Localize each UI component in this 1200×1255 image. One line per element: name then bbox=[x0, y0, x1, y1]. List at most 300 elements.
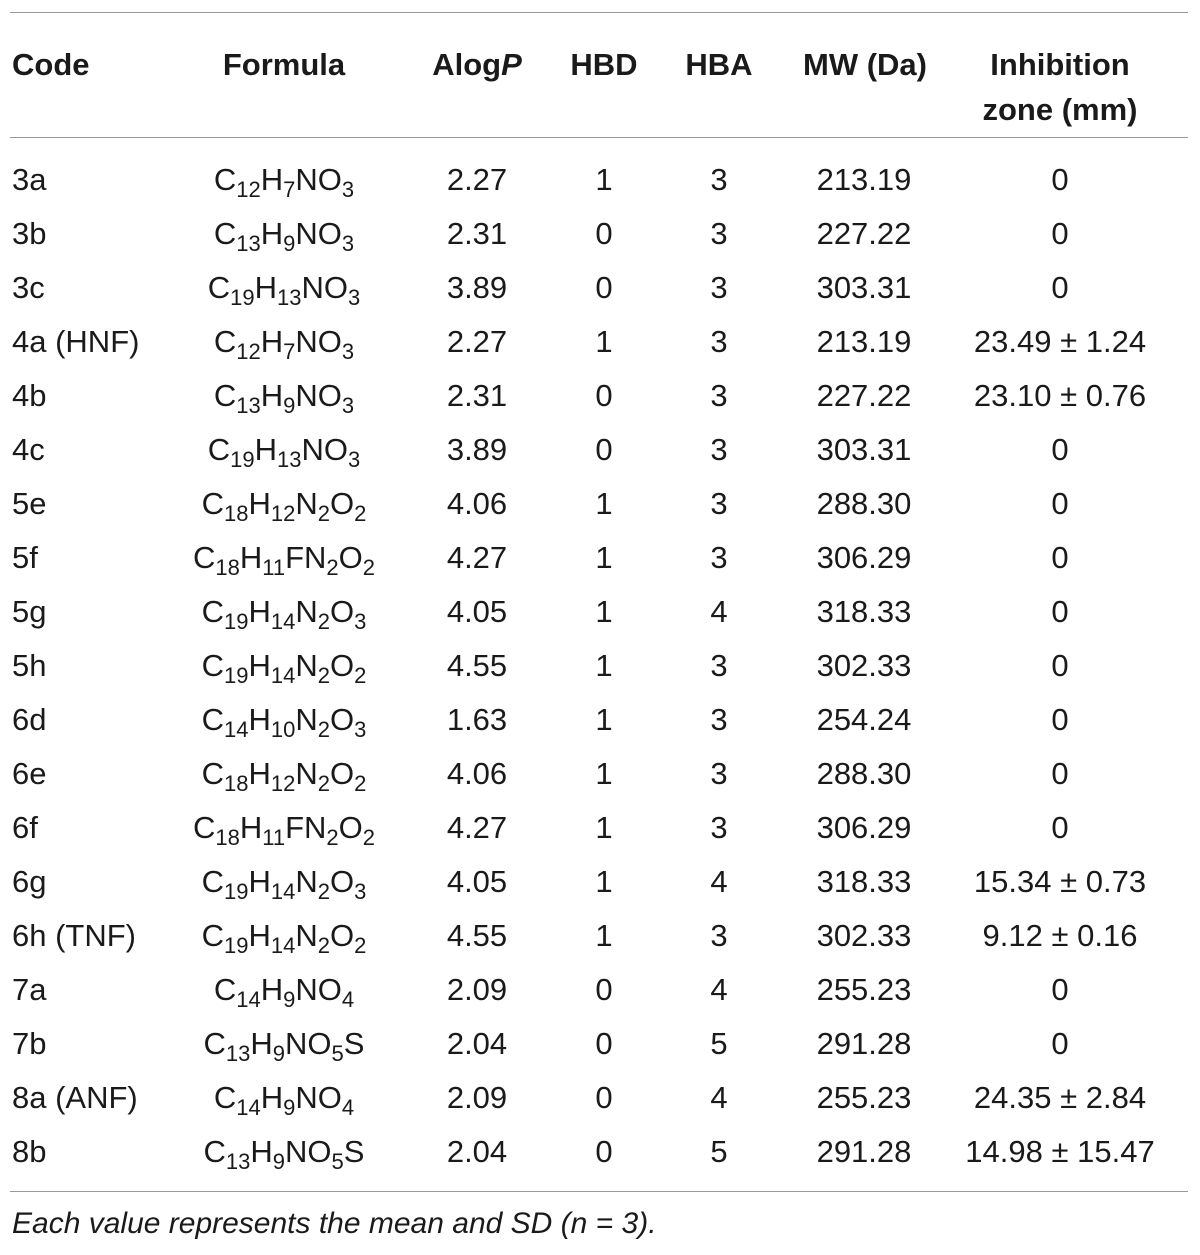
table-row bbox=[0, 1071, 1200, 1125]
formula-subscript: 13 bbox=[277, 285, 302, 310]
table-row bbox=[0, 477, 1200, 531]
formula-element: C bbox=[201, 486, 224, 521]
cell-hba: 5 bbox=[710, 1026, 728, 1061]
formula-subscript: 2 bbox=[354, 663, 367, 688]
cell-alogp: 3.89 bbox=[446, 270, 508, 305]
formula-subscript: 18 bbox=[224, 771, 249, 796]
formula-element: H bbox=[260, 1080, 284, 1115]
formula-subscript: 3 bbox=[341, 177, 355, 202]
formula-element: N bbox=[295, 648, 318, 683]
cell-code: 8b bbox=[12, 1134, 47, 1169]
molecular-formula bbox=[213, 972, 355, 1012]
cell-alogp: 3.89 bbox=[446, 432, 508, 467]
table-row bbox=[0, 1017, 1200, 1071]
formula-element: H bbox=[248, 594, 271, 629]
molecular-formula bbox=[201, 918, 367, 958]
cell-code: 3c bbox=[12, 270, 45, 305]
formula-subscript: 19 bbox=[230, 447, 255, 472]
formula-subscript: 10 bbox=[270, 717, 296, 742]
molecular-formula bbox=[213, 162, 355, 202]
molecular-formula bbox=[213, 324, 355, 364]
cell-code: 5h bbox=[12, 648, 47, 683]
formula-subscript: 3 bbox=[348, 285, 361, 310]
formula-element: NO bbox=[285, 1134, 332, 1169]
formula-subscript: 13 bbox=[225, 1041, 251, 1066]
formula-element: O bbox=[330, 756, 355, 791]
cell-inhibition: 0 bbox=[1051, 540, 1069, 575]
formula-subscript: 2 bbox=[354, 501, 367, 526]
formula-element: S bbox=[343, 1026, 365, 1061]
formula-element: H bbox=[248, 486, 271, 521]
cell-inhibition: 0 bbox=[1051, 270, 1069, 305]
formula-element: C bbox=[213, 972, 237, 1007]
cell-mw: 288.30 bbox=[816, 486, 912, 521]
formula-subscript: 19 bbox=[224, 609, 249, 634]
cell-formula bbox=[170, 477, 398, 531]
cell-mw: 227.22 bbox=[816, 216, 912, 251]
table-row bbox=[0, 261, 1200, 315]
formula-subscript: 9 bbox=[283, 231, 296, 256]
molecular-formula bbox=[213, 378, 355, 418]
formula-element: H bbox=[248, 756, 271, 791]
formula-subscript: 13 bbox=[236, 231, 261, 256]
formula-subscript: 2 bbox=[317, 609, 330, 634]
formula-element: O bbox=[338, 810, 363, 845]
formula-element: C bbox=[201, 594, 224, 629]
formula-element: C bbox=[203, 1026, 226, 1061]
formula-element: O bbox=[330, 864, 355, 899]
cell-mw: 291.28 bbox=[816, 1134, 912, 1169]
table-row bbox=[0, 531, 1200, 585]
cell-mw: 302.33 bbox=[816, 648, 912, 683]
cell-formula bbox=[170, 315, 398, 369]
formula-element: C bbox=[213, 162, 237, 197]
cell-mw: 227.22 bbox=[816, 378, 912, 413]
cell-hba: 3 bbox=[710, 216, 728, 251]
cell-code: 5f bbox=[12, 540, 38, 575]
header-alogp-prefix: Alog bbox=[432, 47, 502, 82]
cell-hbd: 1 bbox=[595, 162, 613, 197]
formula-element: C bbox=[213, 216, 237, 251]
cell-alogp: 2.31 bbox=[446, 216, 508, 251]
formula-subscript: 12 bbox=[236, 339, 261, 364]
cell-code: 3b bbox=[12, 216, 47, 251]
cell-hbd: 1 bbox=[595, 648, 613, 683]
cell-hbd: 0 bbox=[595, 1026, 613, 1061]
cell-formula bbox=[170, 1125, 398, 1179]
cell-hba: 3 bbox=[710, 162, 728, 197]
cell-mw: 254.24 bbox=[816, 702, 912, 737]
formula-subscript: 9 bbox=[283, 1095, 296, 1120]
cell-hbd: 1 bbox=[595, 756, 613, 791]
cell-alogp: 2.31 bbox=[446, 378, 508, 413]
cell-inhibition: 0 bbox=[1051, 1026, 1069, 1061]
table-header-row bbox=[0, 12, 1200, 137]
header-inhibition-zone bbox=[950, 42, 1170, 132]
table-row bbox=[0, 747, 1200, 801]
cell-mw: 255.23 bbox=[816, 972, 912, 1007]
cell-hbd: 0 bbox=[595, 1134, 613, 1169]
cell-hbd: 0 bbox=[595, 216, 613, 251]
table-footnote: Each value represents the mean and SD (n = 3). bbox=[12, 1207, 657, 1240]
cell-alogp: 2.09 bbox=[446, 972, 508, 1007]
formula-element: O bbox=[330, 486, 355, 521]
table-row bbox=[0, 693, 1200, 747]
formula-element: C bbox=[213, 1080, 237, 1115]
table-row bbox=[0, 423, 1200, 477]
molecular-formula bbox=[201, 594, 367, 634]
table-row bbox=[0, 963, 1200, 1017]
cell-inhibition: 0 bbox=[1051, 594, 1069, 629]
formula-element: H bbox=[248, 702, 271, 737]
cell-formula bbox=[170, 585, 398, 639]
cell-hba: 3 bbox=[710, 324, 728, 359]
cell-formula bbox=[170, 261, 398, 315]
cell-alogp: 4.55 bbox=[446, 648, 508, 683]
formula-element: NO bbox=[295, 378, 342, 413]
molecular-formula bbox=[201, 756, 367, 796]
formula-subscript: 7 bbox=[283, 339, 296, 364]
cell-inhibition: 0 bbox=[1051, 486, 1069, 521]
cell-mw: 255.23 bbox=[816, 1080, 912, 1115]
molecular-formula bbox=[207, 432, 361, 472]
formula-element: H bbox=[248, 918, 271, 953]
formula-subscript: 9 bbox=[283, 987, 296, 1012]
formula-element: H bbox=[260, 162, 284, 197]
formula-element: H bbox=[260, 324, 284, 359]
formula-subscript: 2 bbox=[317, 933, 330, 958]
formula-subscript: 3 bbox=[341, 339, 355, 364]
formula-subscript: 3 bbox=[354, 609, 367, 634]
cell-hbd: 1 bbox=[595, 810, 613, 845]
cell-alogp: 4.27 bbox=[446, 810, 508, 845]
table-row bbox=[0, 801, 1200, 855]
table-row bbox=[0, 909, 1200, 963]
formula-element: C bbox=[213, 324, 237, 359]
cell-formula bbox=[170, 153, 398, 207]
cell-hbd: 0 bbox=[595, 270, 613, 305]
cell-formula bbox=[170, 207, 398, 261]
formula-element: H bbox=[248, 648, 271, 683]
cell-hba: 3 bbox=[710, 648, 728, 683]
cell-hbd: 0 bbox=[595, 1080, 613, 1115]
formula-element: O bbox=[330, 648, 355, 683]
formula-subscript: 4 bbox=[341, 1095, 355, 1120]
cell-hba: 3 bbox=[710, 540, 728, 575]
formula-element: H bbox=[250, 1134, 273, 1169]
formula-subscript: 3 bbox=[354, 717, 367, 742]
formula-element: O bbox=[330, 702, 355, 737]
formula-element: O bbox=[330, 918, 355, 953]
formula-subscript: 11 bbox=[262, 555, 286, 580]
formula-subscript: 2 bbox=[326, 825, 339, 850]
cell-mw: 213.19 bbox=[816, 162, 912, 197]
formula-element: H bbox=[260, 216, 284, 251]
cell-alogp: 4.55 bbox=[446, 918, 508, 953]
formula-element: NO bbox=[295, 162, 342, 197]
cell-hbd: 1 bbox=[595, 540, 613, 575]
cell-code: 5g bbox=[12, 594, 47, 629]
formula-element: FN bbox=[285, 540, 327, 575]
formula-element: NO bbox=[295, 1080, 342, 1115]
table-row bbox=[0, 1125, 1200, 1179]
cell-hba: 3 bbox=[710, 756, 728, 791]
cell-formula bbox=[170, 1071, 398, 1125]
cell-hbd: 0 bbox=[595, 972, 613, 1007]
cell-formula bbox=[170, 1017, 398, 1071]
cell-hbd: 1 bbox=[595, 486, 613, 521]
formula-element: C bbox=[201, 918, 224, 953]
cell-inhibition: 0 bbox=[1051, 756, 1069, 791]
molecular-formula bbox=[203, 1026, 365, 1066]
formula-subscript: 19 bbox=[230, 285, 255, 310]
cell-mw: 303.31 bbox=[816, 432, 912, 467]
formula-subscript: 3 bbox=[348, 447, 361, 472]
cell-alogp: 4.05 bbox=[446, 864, 508, 899]
cell-inhibition: 9.12 ± 0.16 bbox=[982, 918, 1138, 953]
molecular-formula bbox=[201, 486, 367, 526]
cell-code: 6h (TNF) bbox=[12, 918, 136, 953]
formula-element: C bbox=[201, 756, 224, 791]
formula-element: NO bbox=[301, 432, 348, 467]
molecular-formula bbox=[213, 216, 355, 256]
header-formula: Formula bbox=[222, 47, 346, 82]
cell-code: 8a (ANF) bbox=[12, 1080, 138, 1115]
cell-mw: 302.33 bbox=[816, 918, 912, 953]
cell-code: 7b bbox=[12, 1026, 47, 1061]
molecular-formula bbox=[203, 1134, 365, 1174]
formula-subscript: 2 bbox=[354, 933, 367, 958]
formula-subscript: 5 bbox=[331, 1041, 344, 1066]
table-bottom-rule bbox=[10, 1191, 1188, 1192]
cell-code: 7a bbox=[12, 972, 47, 1007]
formula-element: H bbox=[248, 864, 271, 899]
cell-hba: 3 bbox=[710, 270, 728, 305]
table-row bbox=[0, 585, 1200, 639]
formula-subscript: 18 bbox=[215, 825, 240, 850]
formula-element: N bbox=[295, 594, 318, 629]
cell-code: 6e bbox=[12, 756, 47, 791]
formula-element: C bbox=[201, 648, 224, 683]
cell-code: 4b bbox=[12, 378, 47, 413]
formula-subscript: 3 bbox=[341, 231, 355, 256]
formula-subscript: 2 bbox=[317, 879, 330, 904]
cell-inhibition: 15.34 ± 0.73 bbox=[973, 864, 1147, 899]
cell-inhibition: 0 bbox=[1051, 432, 1069, 467]
cell-hba: 3 bbox=[710, 810, 728, 845]
header-inhibition-line1: Inhibition bbox=[990, 47, 1130, 82]
cell-inhibition: 23.49 ± 1.24 bbox=[973, 324, 1147, 359]
formula-subscript: 9 bbox=[272, 1149, 286, 1174]
formula-element: C bbox=[192, 540, 216, 575]
cell-code: 6g bbox=[12, 864, 47, 899]
molecular-formula bbox=[201, 702, 367, 742]
formula-element: C bbox=[192, 810, 216, 845]
formula-subscript: 13 bbox=[225, 1149, 251, 1174]
molecular-formula bbox=[207, 270, 361, 310]
cell-inhibition: 0 bbox=[1051, 702, 1069, 737]
header-mw: MW (Da) bbox=[803, 47, 927, 82]
formula-element: H bbox=[254, 432, 278, 467]
formula-subscript: 12 bbox=[270, 771, 296, 796]
formula-subscript: 19 bbox=[224, 663, 249, 688]
formula-subscript: 14 bbox=[270, 609, 296, 634]
cell-mw: 318.33 bbox=[816, 864, 912, 899]
cell-inhibition: 0 bbox=[1051, 162, 1069, 197]
cell-alogp: 4.27 bbox=[446, 540, 508, 575]
cell-formula bbox=[170, 855, 398, 909]
formula-element: H bbox=[260, 378, 284, 413]
formula-subscript: 9 bbox=[272, 1041, 286, 1066]
cell-hba: 4 bbox=[710, 864, 728, 899]
formula-subscript: 12 bbox=[270, 501, 296, 526]
cell-hbd: 1 bbox=[595, 864, 613, 899]
cell-hba: 3 bbox=[710, 918, 728, 953]
formula-element: H bbox=[250, 1026, 273, 1061]
cell-mw: 306.29 bbox=[816, 540, 912, 575]
cell-formula bbox=[170, 909, 398, 963]
formula-subscript: 2 bbox=[354, 771, 367, 796]
formula-element: O bbox=[338, 540, 363, 575]
molecular-formula bbox=[213, 1080, 355, 1120]
formula-subscript: 12 bbox=[236, 177, 261, 202]
formula-subscript: 19 bbox=[224, 933, 249, 958]
formula-element: O bbox=[330, 594, 355, 629]
cell-code: 4a (HNF) bbox=[12, 324, 140, 359]
cell-alogp: 2.27 bbox=[446, 162, 508, 197]
cell-code: 5e bbox=[12, 486, 47, 521]
table-header-rule bbox=[10, 137, 1188, 138]
cell-mw: 213.19 bbox=[816, 324, 912, 359]
formula-element: C bbox=[203, 1134, 226, 1169]
cell-alogp: 2.27 bbox=[446, 324, 508, 359]
cell-formula bbox=[170, 747, 398, 801]
cell-inhibition: 0 bbox=[1051, 972, 1069, 1007]
formula-element: N bbox=[295, 864, 318, 899]
cell-inhibition: 23.10 ± 0.76 bbox=[973, 378, 1147, 413]
formula-subscript: 3 bbox=[341, 393, 355, 418]
formula-element: H bbox=[239, 540, 263, 575]
cell-hba: 3 bbox=[710, 486, 728, 521]
formula-element: C bbox=[213, 378, 237, 413]
formula-element: NO bbox=[295, 216, 342, 251]
formula-subscript: 18 bbox=[215, 555, 240, 580]
formula-element: S bbox=[343, 1134, 365, 1169]
formula-subscript: 11 bbox=[262, 825, 286, 850]
formula-element: H bbox=[254, 270, 278, 305]
table-row bbox=[0, 153, 1200, 207]
cell-formula bbox=[170, 639, 398, 693]
cell-alogp: 2.09 bbox=[446, 1080, 508, 1115]
cell-hbd: 0 bbox=[595, 378, 613, 413]
formula-subscript: 7 bbox=[283, 177, 296, 202]
cell-hba: 4 bbox=[710, 594, 728, 629]
molecular-formula bbox=[201, 864, 367, 904]
formula-element: N bbox=[295, 756, 318, 791]
formula-subscript: 14 bbox=[270, 879, 296, 904]
formula-subscript: 14 bbox=[270, 933, 296, 958]
formula-element: C bbox=[207, 270, 231, 305]
formula-subscript: 9 bbox=[283, 393, 296, 418]
cell-inhibition: 0 bbox=[1051, 648, 1069, 683]
cell-alogp: 2.04 bbox=[446, 1026, 508, 1061]
formula-subscript: 14 bbox=[270, 663, 296, 688]
formula-element: C bbox=[207, 432, 231, 467]
cell-alogp: 4.06 bbox=[446, 756, 508, 791]
formula-element: H bbox=[260, 972, 284, 1007]
header-code: Code bbox=[12, 47, 90, 82]
cell-inhibition: 24.35 ± 2.84 bbox=[973, 1080, 1147, 1115]
table-row bbox=[0, 207, 1200, 261]
molecular-formula bbox=[192, 810, 376, 850]
formula-subscript: 2 bbox=[317, 717, 330, 742]
cell-alogp: 2.04 bbox=[446, 1134, 508, 1169]
cell-code: 4c bbox=[12, 432, 45, 467]
formula-subscript: 18 bbox=[224, 501, 249, 526]
table-row bbox=[0, 855, 1200, 909]
cell-hba: 3 bbox=[710, 432, 728, 467]
cell-code: 3a bbox=[12, 162, 47, 197]
cell-formula bbox=[170, 963, 398, 1017]
cell-hba: 4 bbox=[710, 1080, 728, 1115]
formula-element: N bbox=[295, 702, 318, 737]
cell-hbd: 1 bbox=[595, 324, 613, 359]
cell-formula bbox=[170, 531, 398, 585]
formula-subscript: 13 bbox=[277, 447, 302, 472]
cell-alogp: 1.63 bbox=[446, 702, 508, 737]
cell-hbd: 1 bbox=[595, 702, 613, 737]
cell-code: 6f bbox=[12, 810, 38, 845]
formula-element: N bbox=[295, 486, 318, 521]
formula-subscript: 2 bbox=[317, 771, 330, 796]
cell-mw: 303.31 bbox=[816, 270, 912, 305]
cell-mw: 306.29 bbox=[816, 810, 912, 845]
table-row bbox=[0, 639, 1200, 693]
cell-mw: 288.30 bbox=[816, 756, 912, 791]
header-alogp bbox=[418, 42, 536, 87]
cell-formula bbox=[170, 801, 398, 855]
formula-subscript: 2 bbox=[317, 663, 330, 688]
formula-element: NO bbox=[301, 270, 348, 305]
formula-subscript: 19 bbox=[224, 879, 249, 904]
cell-inhibition: 0 bbox=[1051, 810, 1069, 845]
cell-code: 6d bbox=[12, 702, 47, 737]
formula-subscript: 14 bbox=[236, 987, 261, 1012]
table-row bbox=[0, 369, 1200, 423]
cell-hbd: 1 bbox=[595, 594, 613, 629]
cell-formula bbox=[170, 423, 398, 477]
cell-hba: 5 bbox=[710, 1134, 728, 1169]
cell-hbd: 1 bbox=[595, 918, 613, 953]
formula-subscript: 2 bbox=[317, 501, 330, 526]
formula-element: C bbox=[201, 702, 224, 737]
header-inhibition-line2: zone (mm) bbox=[982, 92, 1138, 127]
header-alogp-italic: P bbox=[501, 47, 522, 82]
cell-hbd: 0 bbox=[595, 432, 613, 467]
formula-element: NO bbox=[295, 324, 342, 359]
formula-subscript: 14 bbox=[224, 717, 249, 742]
cell-inhibition: 0 bbox=[1051, 216, 1069, 251]
formula-subscript: 3 bbox=[354, 879, 367, 904]
formula-element: H bbox=[239, 810, 263, 845]
formula-element: C bbox=[201, 864, 224, 899]
molecular-formula bbox=[192, 540, 376, 580]
formula-element: NO bbox=[295, 972, 342, 1007]
cell-formula bbox=[170, 693, 398, 747]
cell-hba: 3 bbox=[710, 702, 728, 737]
cell-hba: 3 bbox=[710, 378, 728, 413]
header-hbd: HBD bbox=[570, 47, 638, 82]
